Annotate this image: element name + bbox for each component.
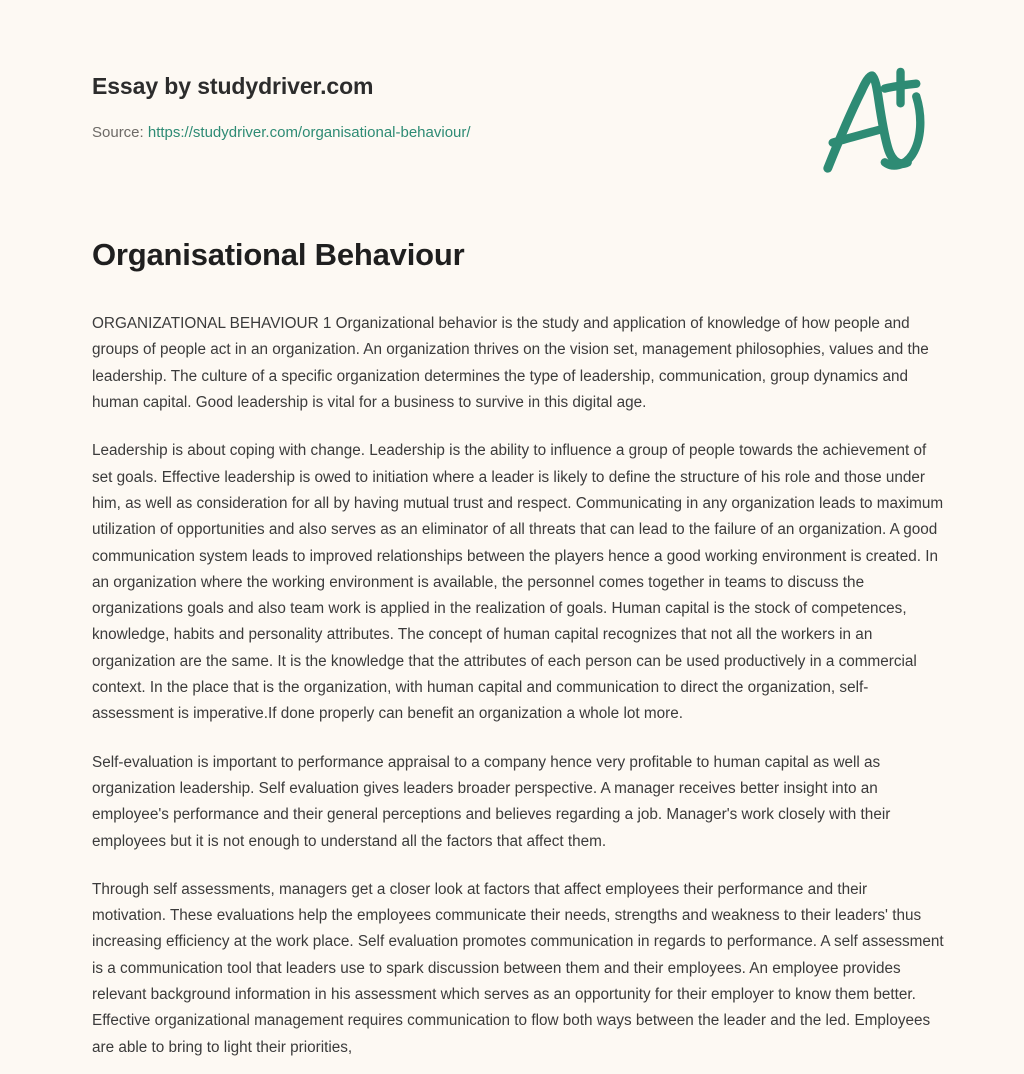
- page-title: Organisational Behaviour: [92, 237, 465, 272]
- source-line: [92, 123, 471, 143]
- source-url-link[interactable]: https://studydriver.com/organisational-behaviour/: [147, 123, 471, 141]
- a-plus-logo-icon: [814, 64, 932, 182]
- header-text-block: [92, 72, 471, 142]
- essay-body: [92, 311, 944, 1061]
- page-header: [0, 0, 1024, 236]
- paragraph: Self-evaluation is important to performance appraisal to a company hence very profitable to human capital as well as organization leadership. Self evaluation gives leaders broader perspective. A manager receives better insight into an employee's performance and their general perceptions and believes regarding a job. Manager's work closely with their employees but it is not enough to understand all the factors that affect them.: [92, 753, 891, 850]
- essay-byline: Essay by studydriver.com: [92, 73, 374, 99]
- paragraph: Through self assessments, managers get a closer look at factors that affect employees their performance and their motivation. These evaluations help the employees communicate their needs, strengths and weakness to their leaders' thus increasing efficiency at the work place. Self evaluation promotes communication in regards to performance. A self assessment is a communication tool that leaders use to spark discussion between them and their employees. An employee provides relevant background information in his assessment which serves as an opportunity for their employer to know them better. Effective organizational management requires communication to flow both ways between the leader and the led. Employees are able to bring to light their priorities,: [92, 880, 944, 1056]
- paragraph: ORGANIZATIONAL BEHAVIOUR 1 Organizational behavior is the study and application of knowledge of how people and groups of people act in an organization. An organization thrives on the vision set, management philosophies, values and the leadership. The culture of a specific organization determines the type of leadership, communication, group dynamics and human capital. Good leadership is vital for a business to survive in this digital age.: [92, 315, 929, 412]
- paragraph: Leadership is about coping with change. Leadership is the ability to influence a group of people towards the achievement of set goals. Effective leadership is owed to initiation where a leader is likely to define the structure of his role and those under him, as well as consideration for all by having mutual trust and respect. Communicating in any organization leads to maximum utilization of opportunities and also serves as an eliminator of all threats that can lead to the failure of an organization. A good communication system leads to improved relationships between the players hence a good working environment is created. In an organization where the working environment is available, the personnel comes together in teams to discuss the organizations goals and also team work is applied in the realization of goals. Human capital is the stock of competences, knowledge, habits and personality attributes. The concept of human capital recognizes that not all the workers in an organization are the same. It is the knowledge that the attributes of each person can be used productively in a commercial context. In the place that is the organization, with human capital and communication to direct the organization, self-assessment is imperative.If done properly can benefit an organization a whole lot more.: [92, 442, 944, 723]
- essay-content: [0, 236, 1024, 1061]
- source-label: Source:: [92, 123, 148, 141]
